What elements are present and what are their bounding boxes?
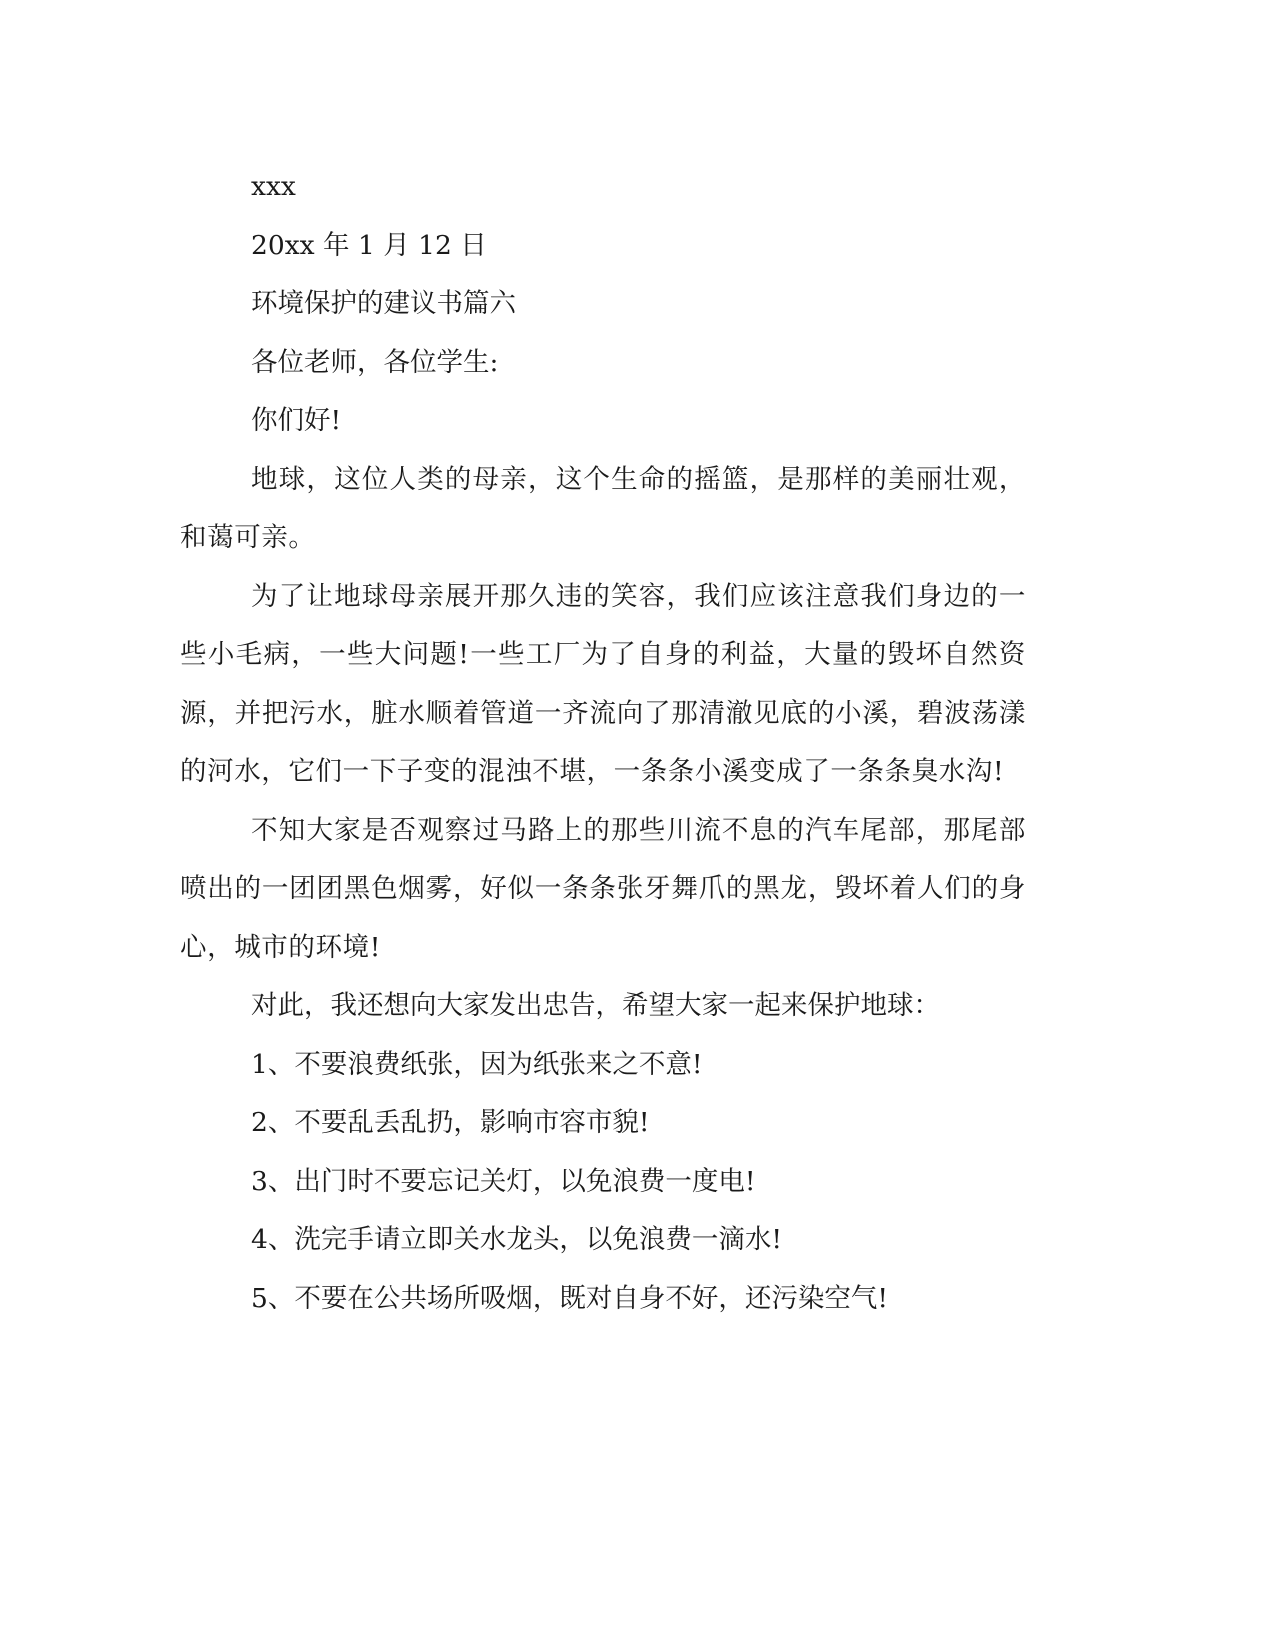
suggestion-item: 1、不要浪费纸张，因为纸张来之不意! [251, 1048, 703, 1080]
paragraph-advice-intro: 对此，我还想向大家发出忠告，希望大家一起来保护地球： [251, 990, 940, 1021]
paragraph-earth: 地球，这位人类的母亲，这个生命的摇篮，是那样的美丽壮观，和蔼可亲。 [180, 463, 1026, 553]
document-page [180, 158, 1026, 1328]
suggestion-item: 5、不要在公共场所吸烟，既对自身不好，还污染空气! [251, 1282, 889, 1314]
section-title: 环境保护的建议书篇六 [251, 288, 516, 319]
paragraph-pollution: 为了让地球母亲展开那久违的笑容，我们应该注意我们身边的一些小毛病，一些大问题!一些工厂为了自身的利益，大量的毁坏自然资源，并把污水，脏水顺着管道一齐流向了那清澈见底的小溪，碧波荡漾的河水，它们一下子变的混浊不堪，一条条小溪变成了一条条臭水沟! [180, 580, 1026, 787]
greeting: 你们好! [251, 405, 342, 436]
paragraph-exhaust: 不知大家是否观察过马路上的那些川流不息的汽车尾部，那尾部喷出的一团团黑色烟雾，好似一条条张牙舞爪的黑龙，毁坏着人们的身心，城市的环境! [180, 814, 1026, 963]
signature: xxx [251, 171, 296, 202]
suggestion-item: 4、洗完手请立即关水龙头，以免浪费一滴水! [251, 1224, 783, 1255]
suggestion-item: 2、不要乱丢乱扔，影响市容市貌! [251, 1107, 650, 1138]
letter-date: 20xx 年 1 月 12 日 [251, 229, 487, 261]
suggestion-item: 3、出门时不要忘记关灯，以免浪费一度电! [251, 1165, 756, 1197]
salutation: 各位老师，各位学生: [251, 346, 499, 378]
